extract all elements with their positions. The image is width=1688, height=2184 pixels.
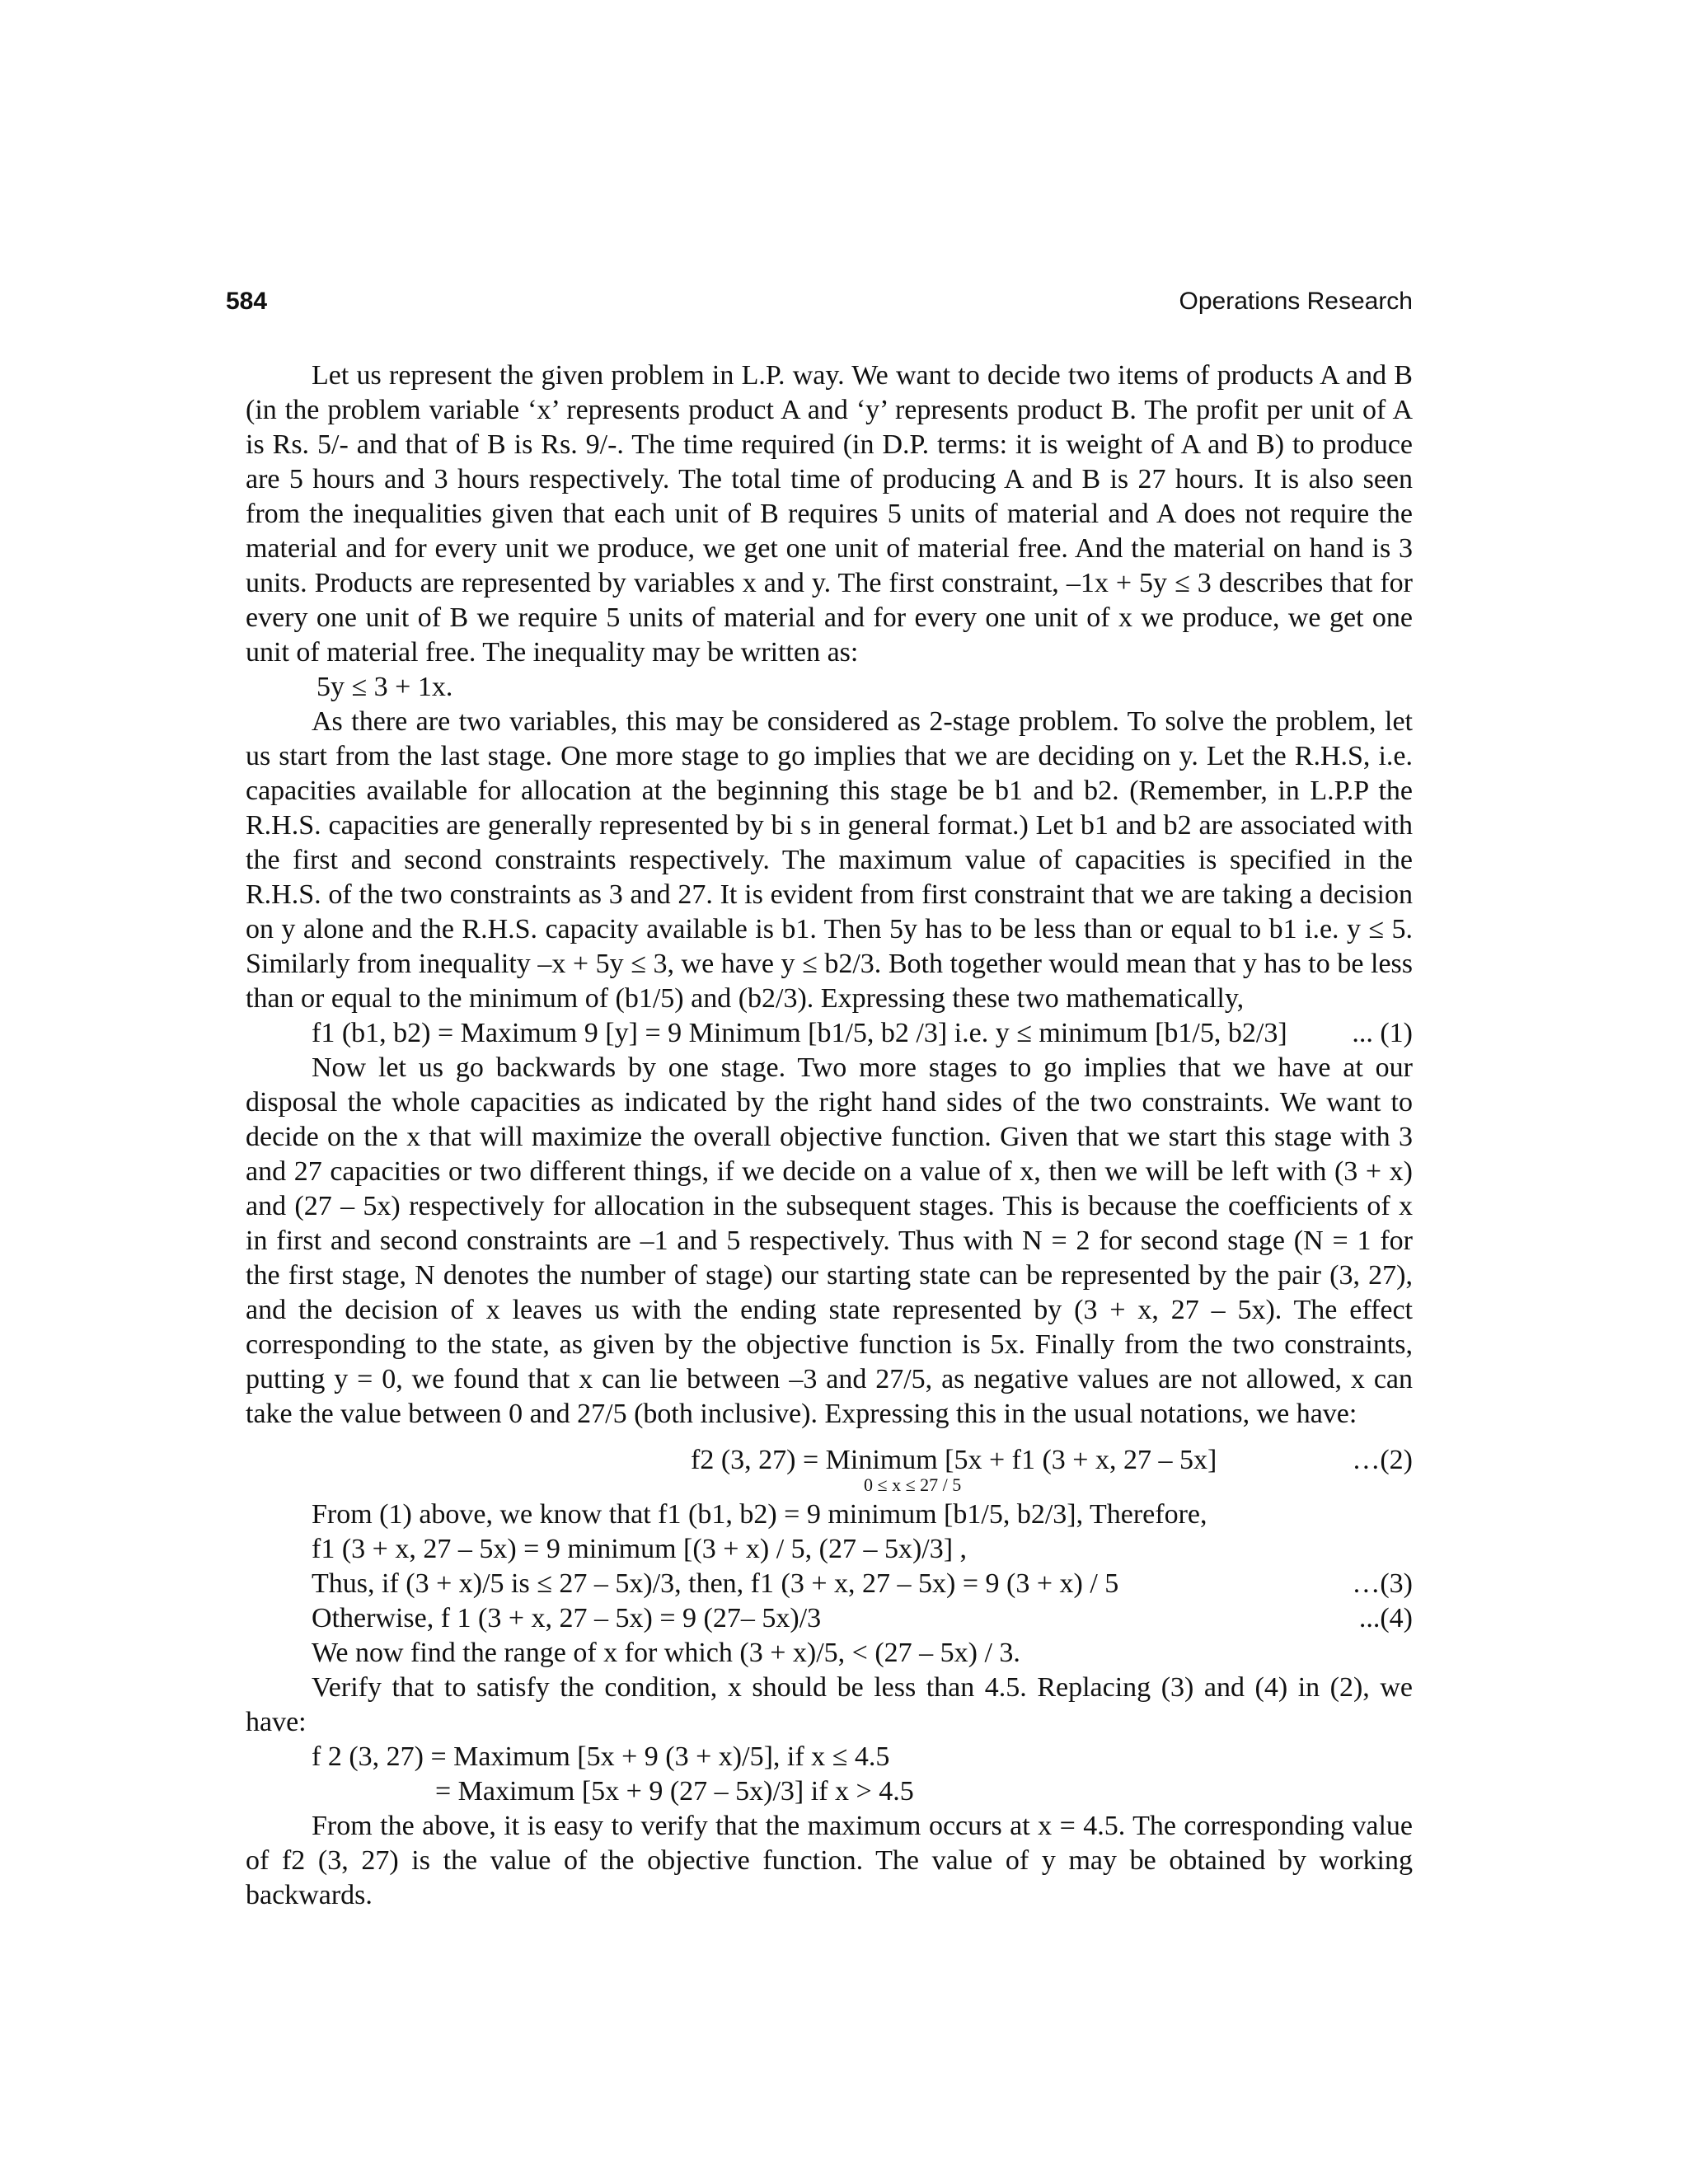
- equation-2: [246, 1443, 1413, 1478]
- running-title: Operations Research: [1179, 288, 1413, 315]
- line-f2-case-a: f 2 (3, 27) = Maximum [5x + 9 (3 + x)/5], if x ≤ 4.5: [312, 1741, 890, 1772]
- equation-3-tag: …(3): [1352, 1568, 1413, 1599]
- equation-4-text: Otherwise, f 1 (3 + x, 27 – 5x) = 9 (27– 5x)/3: [312, 1603, 822, 1633]
- equation-3: [246, 1567, 1413, 1601]
- paragraph-two-stage: As there are two variables, this may be considered as 2-stage problem. To solve the problem, let us start from the last stage. One more stage to go implies that we are deciding on y. Let the R.H.S, i.e. capacities available for allocation at the beginning this stage be b1 and b2. (Remember, in L.P.P the R.H.S. capacities are generally represented by bi s in general format.) Let b1 and b2 are associated with the first and second constraints respectively. The maximum value of capacities is specified in the R.H.S. of the two constraints as 3 and 27. It is evident from first constraint that we are taking a decision on y alone and the R.H.S. capacity available is b1. Then 5y has to be less than or equal to b1 i.e. y ≤ 5. Similarly from inequality –x + 5y ≤ 3, we have y ≤ b2/3. Both together would mean that y has to be less than or equal to the minimum of (b1/5) and (b2/3). Expressing these two mathematically,: [246, 706, 1413, 1014]
- line-f1: f1 (3 + x, 27 – 5x) = 9 minimum [(3 + x) / 5, (27 – 5x)/3] ,: [312, 1534, 968, 1564]
- page-header: [226, 288, 1413, 329]
- paragraph-final: From the above, it is easy to verify that the maximum occurs at x = 4.5. The corresponding value of f2 (3, 27) is the value of the objective function. The value of y may be obtained by working backwards.: [246, 1811, 1413, 1910]
- line-f2-case-b: = Maximum [5x + 9 (27 – 5x)/3] if x > 4.5: [435, 1776, 914, 1807]
- paragraph-backwards: Now let us go backwards by one stage. Two more stages to go implies that we have at our disposal the whole capacities as indicated by the right hand sides of the two constraints. We want to decide on the x that will maximize the overall objective function. Given that we start this stage with 3 and 27 capacities or two different things, if we decide on a value of x, then we will be left with (3 + x) and (27 – 5x) respectively for allocation in the subsequent stages. This is because the coefficients of x in first and second constraints are –1 and 5 respectively. Thus with N = 2 for second stage (N = 1 for the first stage, N denotes the number of stage) our starting state can be represented by the pair (3, 27), and the decision of x leaves us with the ending state represented by (3 + x, 27 – 5x). The effect corresponding to the state, as given by the objective function is 5x. Finally from the two constraints, putting y = 0, we found that x can lie between –3 and 27/5, as negative values are not allowed, x can take the value between 0 and 27/5 (both inclusive). Expressing this in the usual notations, we have:: [246, 1052, 1413, 1429]
- equation-2-text: f2 (3, 27) = Minimum [5x + f1 (3 + x, 27 – 5x]: [691, 1445, 1217, 1475]
- paragraph-lp-representation: Let us represent the given problem in L.P. way. We want to decide two items of products A and B (in the problem variable ‘x’ represents product A and ‘y’ represents product B. The profit per unit of A is Rs. 5/- and that of B is Rs. 9/-. The time required (in D.P. terms: it is weight of A and B) to produce are 5 hours and 3 hours respectively. The total time of producing A and B is 27 hours. It is also seen from the inequalities given that each unit of B requires 5 units of material and A does not require the material and for every unit we produce, we get one unit of material free. And the material on hand is 3 units. Products are represented by variables x and y. The first constraint, –1x + 5y ≤ 3 describes that for every one unit of B we require 5 units of material and for every one unit of x we produce, we get one unit of material free. The inequality may be written as:: [246, 360, 1413, 668]
- paragraph-verify: Verify that to satisfy the condition, x should be less than 4.5. Replacing (3) and (4) in (2), we have:: [246, 1672, 1413, 1737]
- equation-4: [246, 1601, 1413, 1636]
- equation-3-text: Thus, if (3 + x)/5 is ≤ 27 – 5x)/3, then, f1 (3 + x, 27 – 5x) = 9 (3 + x) / 5: [312, 1568, 1119, 1599]
- equation-4-tag: ...(4): [1358, 1603, 1413, 1633]
- equation-2-range: 0 ≤ x ≤ 27 / 5: [864, 1474, 962, 1495]
- equation-1: [246, 1016, 1413, 1051]
- equation-1-tag: ... (1): [1352, 1018, 1413, 1048]
- page-body: [246, 359, 1413, 1913]
- line-from-1: From (1) above, we know that f1 (b1, b2) = 9 minimum [b1/5, b2/3], Therefore,: [312, 1499, 1207, 1530]
- line-range: We now find the range of x for which (3 + x)/5, < (27 – 5x) / 3.: [312, 1638, 1020, 1668]
- inequality-5y: 5y ≤ 3 + 1x.: [316, 672, 453, 702]
- equation-2-tag: …(2): [1352, 1445, 1413, 1475]
- page-number: 584: [226, 288, 268, 315]
- equation-1-text: f1 (b1, b2) = Maximum 9 [y] = 9 Minimum [b1/5, b2 /3] i.e. y ≤ minimum [b1/5, b2/3]: [312, 1018, 1287, 1048]
